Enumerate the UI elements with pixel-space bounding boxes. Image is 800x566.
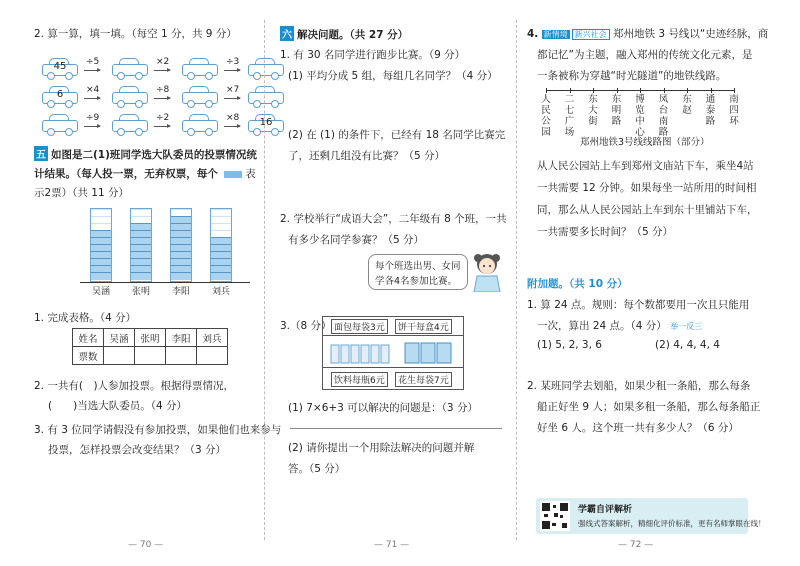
left-q3-l2: 投票，怎样投票会改变结果？（3 分） [48, 444, 227, 456]
price-tag-peanut: 花生每袋7元 [395, 372, 452, 387]
answer-line[interactable] [290, 428, 502, 429]
car-box[interactable] [112, 58, 148, 76]
section6-header [280, 26, 408, 42]
station-name: 东 赵 [682, 94, 692, 116]
table-cell[interactable] [166, 347, 197, 365]
right-q4-b2: 一共需要 12 分钟。如果每坐一站所用的时间相 [537, 182, 757, 194]
mid-q1-l4: 了，还剩几组没有比赛？（5 分） [288, 150, 446, 162]
operation-label: ×7 [226, 85, 240, 95]
station-tick [593, 88, 594, 93]
arrow-icon [84, 98, 100, 99]
operation-label: ÷9 [86, 113, 100, 123]
mid-q2-l1: 2. 学校举行“成语大会”，二年级有 8 个班，一共 [280, 213, 507, 225]
promo-title: 学霸自评解析 [578, 505, 633, 515]
car-box[interactable] [248, 86, 284, 104]
legend-cell-icon [224, 171, 242, 178]
arrow-icon [84, 70, 100, 71]
column-divider [264, 20, 265, 540]
section5-text2-line [34, 166, 256, 181]
table-cell[interactable] [104, 347, 135, 365]
section5-badge: 五 [34, 146, 48, 161]
left-q2b-l2: ( )当选大队委员。（4 分） [48, 400, 187, 412]
station-name: 通 泰 路 [705, 94, 716, 127]
car-box[interactable] [182, 114, 218, 132]
car-box[interactable] [112, 86, 148, 104]
mid-q2-l2: 有多少名同学参赛？（5 分） [288, 234, 425, 246]
right-q4-b3: 同，那么从人民公园站上车到东十里铺站下车， [537, 204, 758, 216]
table-header: 刘兵 [197, 329, 228, 347]
right-q4-l2: 都记忆”为主题，融入郑州的传统文化元素，是 [537, 49, 753, 61]
station-tick [640, 88, 641, 93]
extra-q2-l1: 2. 某班同学去划船，如果少租一条船，那么每条 [527, 380, 751, 392]
operation-label: ×4 [86, 85, 100, 95]
shop-shelf [322, 316, 464, 390]
car-value: 45 [53, 61, 67, 72]
vote-table [72, 328, 228, 365]
table-cell[interactable] [197, 347, 228, 365]
station-name: 东 明 路 [611, 94, 622, 127]
left-q3-l1: 3. 有 3 位同学请假没有参加投票，如果他们也来参与 [34, 424, 282, 436]
vote-bar [170, 208, 192, 282]
station-name: 凤 台 南 路 [658, 94, 669, 138]
arrow-icon [154, 98, 170, 99]
table-header: 张明 [135, 329, 166, 347]
left-q1-title: 1. 完成表格。（4 分） [34, 312, 137, 324]
mid-q3-s3: 答。（5 分） [288, 463, 346, 475]
table-cell[interactable] [135, 347, 166, 365]
car-value: 6 [56, 89, 64, 100]
left-q2b-l1: 2. 一共有( )人参加投票。根据得票情况， [34, 380, 235, 392]
right-q4-b1: 从人民公园站上车到郑州文庙站下车，乘坐4站 [537, 160, 754, 172]
arrow-icon [224, 70, 240, 71]
section5-text1: 如图是二(1)班同学选大队委员的投票情况统 [51, 149, 257, 161]
section6-badge: 六 [280, 26, 294, 41]
mid-q3-s2: (2) 请你提出一个用除法解决的问题并解 [288, 442, 475, 454]
mid-q1-l2: (1) 平均分成 5 组，每组几名同学？（4 分） [288, 70, 498, 82]
car-box[interactable] [182, 86, 218, 104]
extra-q1-s1: (1) 5, 2, 3, 6 [537, 339, 602, 351]
section5-text3: 表 [245, 168, 256, 180]
price-tag-biscuit: 饼干每盒4元 [395, 319, 452, 334]
right-q4-l3: 一条被称为穿越“时光隧道”的地铁线路。 [537, 70, 727, 82]
arrow-icon [224, 126, 240, 127]
car-box [248, 114, 284, 132]
vote-bar [210, 208, 232, 282]
category-label: 李阳 [171, 287, 190, 297]
table-row [73, 347, 228, 365]
station-name: 二 七 广 场 [564, 94, 575, 138]
mid-q1-l3: (2) 在 (1) 的条件下，已经有 18 名同学比赛完 [288, 129, 506, 141]
page-number-mid: — 71 — [374, 540, 410, 550]
right-q4-l1: 郑州地铁 3 号线以“史迹经脉，商 [612, 28, 769, 40]
table-cell: 票数 [73, 347, 104, 365]
car-box[interactable] [42, 114, 78, 132]
operation-label: ÷2 [156, 113, 170, 123]
operation-label: ×2 [156, 57, 170, 67]
metro-caption: 郑州地铁3号线线路图（部分） [580, 137, 710, 148]
car-box[interactable] [248, 58, 284, 76]
station-tick [546, 88, 547, 93]
section6-title: 解决问题。（共 27 分） [297, 29, 409, 41]
price-tag-bread: 面包每袋3元 [331, 319, 388, 334]
table-header: 李阳 [166, 329, 197, 347]
car-value: 16 [259, 117, 273, 128]
shelf-goods-icon [329, 339, 457, 365]
car-box [42, 86, 78, 104]
station-name: 博 览 中 心 [635, 94, 645, 138]
table-row [73, 329, 228, 347]
chart-baseline [80, 282, 250, 283]
station-name: 人 民 公 园 [541, 94, 551, 138]
mid-q3-label: 3.（8 分） [280, 320, 332, 332]
car-box [42, 58, 78, 76]
page-number-right: — 72 — [618, 540, 654, 550]
operation-label: ×8 [226, 113, 240, 123]
extra-q2-l2: 船正好坐 9 人；如果多租一条船，那么每条船正 [537, 401, 761, 413]
right-q4-num: 4. [527, 28, 539, 40]
qr-code-icon [540, 501, 570, 531]
arrow-icon [84, 126, 100, 127]
arrow-icon [154, 126, 170, 127]
section5-header [34, 146, 257, 162]
car-box[interactable] [112, 114, 148, 132]
promo-box [536, 498, 766, 534]
tag-extend: 举一反三 [670, 322, 703, 331]
extra-q2-l3: 好坐 6 人。这个班一共有多少人？（6 分） [537, 422, 739, 434]
promo-text: 强线式答案解析，精细化评价标准，更有名师掌眼在线！ [578, 519, 766, 528]
operation-label: ÷8 [156, 85, 170, 95]
extra-q1-l1: 1. 算 24 点。规则：每个数都要用一次且只能用 [527, 299, 750, 311]
left-q2-title: 2. 算一算，填一填。（每空 1 分，共 9 分） [34, 28, 237, 40]
category-label: 吴涵 [91, 287, 110, 297]
table-header: 姓名 [73, 329, 104, 347]
station-tick [734, 88, 735, 93]
station-name: 东 大 街 [588, 94, 598, 127]
car-box[interactable] [182, 58, 218, 76]
station-tick [711, 88, 712, 93]
bubble-line2: 学各4名参加比赛。 [375, 276, 458, 287]
price-tag-drink: 饮料每瓶6元 [331, 372, 388, 387]
badge-new-scenario: 新情境 [543, 30, 568, 39]
operation-label: ÷3 [226, 57, 240, 67]
page-number-left: — 70 — [128, 540, 164, 550]
mid-q1-l1: 1. 有 30 名同学进行跑步比赛。（9 分） [280, 49, 466, 61]
operation-label: ÷5 [86, 57, 100, 67]
table-header: 吴涵 [104, 329, 135, 347]
extra-q1-s2: (2) 4, 4, 4, 4 [655, 339, 720, 351]
section5-text2: 计结果。（每人投一票，无弃权票，每个 [34, 168, 218, 180]
station-name: 南 四 环 [729, 94, 739, 127]
extra-q1-l2: 一次，算出 24 点。（4 分） [537, 320, 667, 332]
mid-q3-s1: (1) 7×6+3 可以解决的问题是：（3 分） [288, 402, 478, 414]
station-tick [664, 88, 665, 93]
arrow-icon [154, 70, 170, 71]
vote-chart [80, 208, 240, 304]
speech-bubble [368, 254, 468, 290]
right-q4-l1-line [527, 26, 768, 41]
extra-title: 附加题。（共 10 分） [527, 278, 628, 290]
bubble-line1: 每个班选出男、女同 [375, 261, 461, 272]
extra-q1-l2-line [537, 318, 702, 333]
column-divider [516, 20, 517, 540]
station-tick [570, 88, 571, 93]
girl-illustration [470, 250, 504, 292]
category-label: 张明 [131, 287, 150, 297]
badge-new-society: 新兴社会 [572, 29, 610, 40]
vote-bar [130, 208, 152, 282]
section5-text4: 示2票）（共 11 分） [34, 187, 129, 199]
right-q4-b4: 一共需要多长时间？（5 分） [537, 226, 674, 238]
category-label: 刘兵 [211, 287, 230, 297]
arrow-icon [224, 98, 240, 99]
station-tick [617, 88, 618, 93]
vote-bar [90, 208, 112, 282]
station-tick [687, 88, 688, 93]
